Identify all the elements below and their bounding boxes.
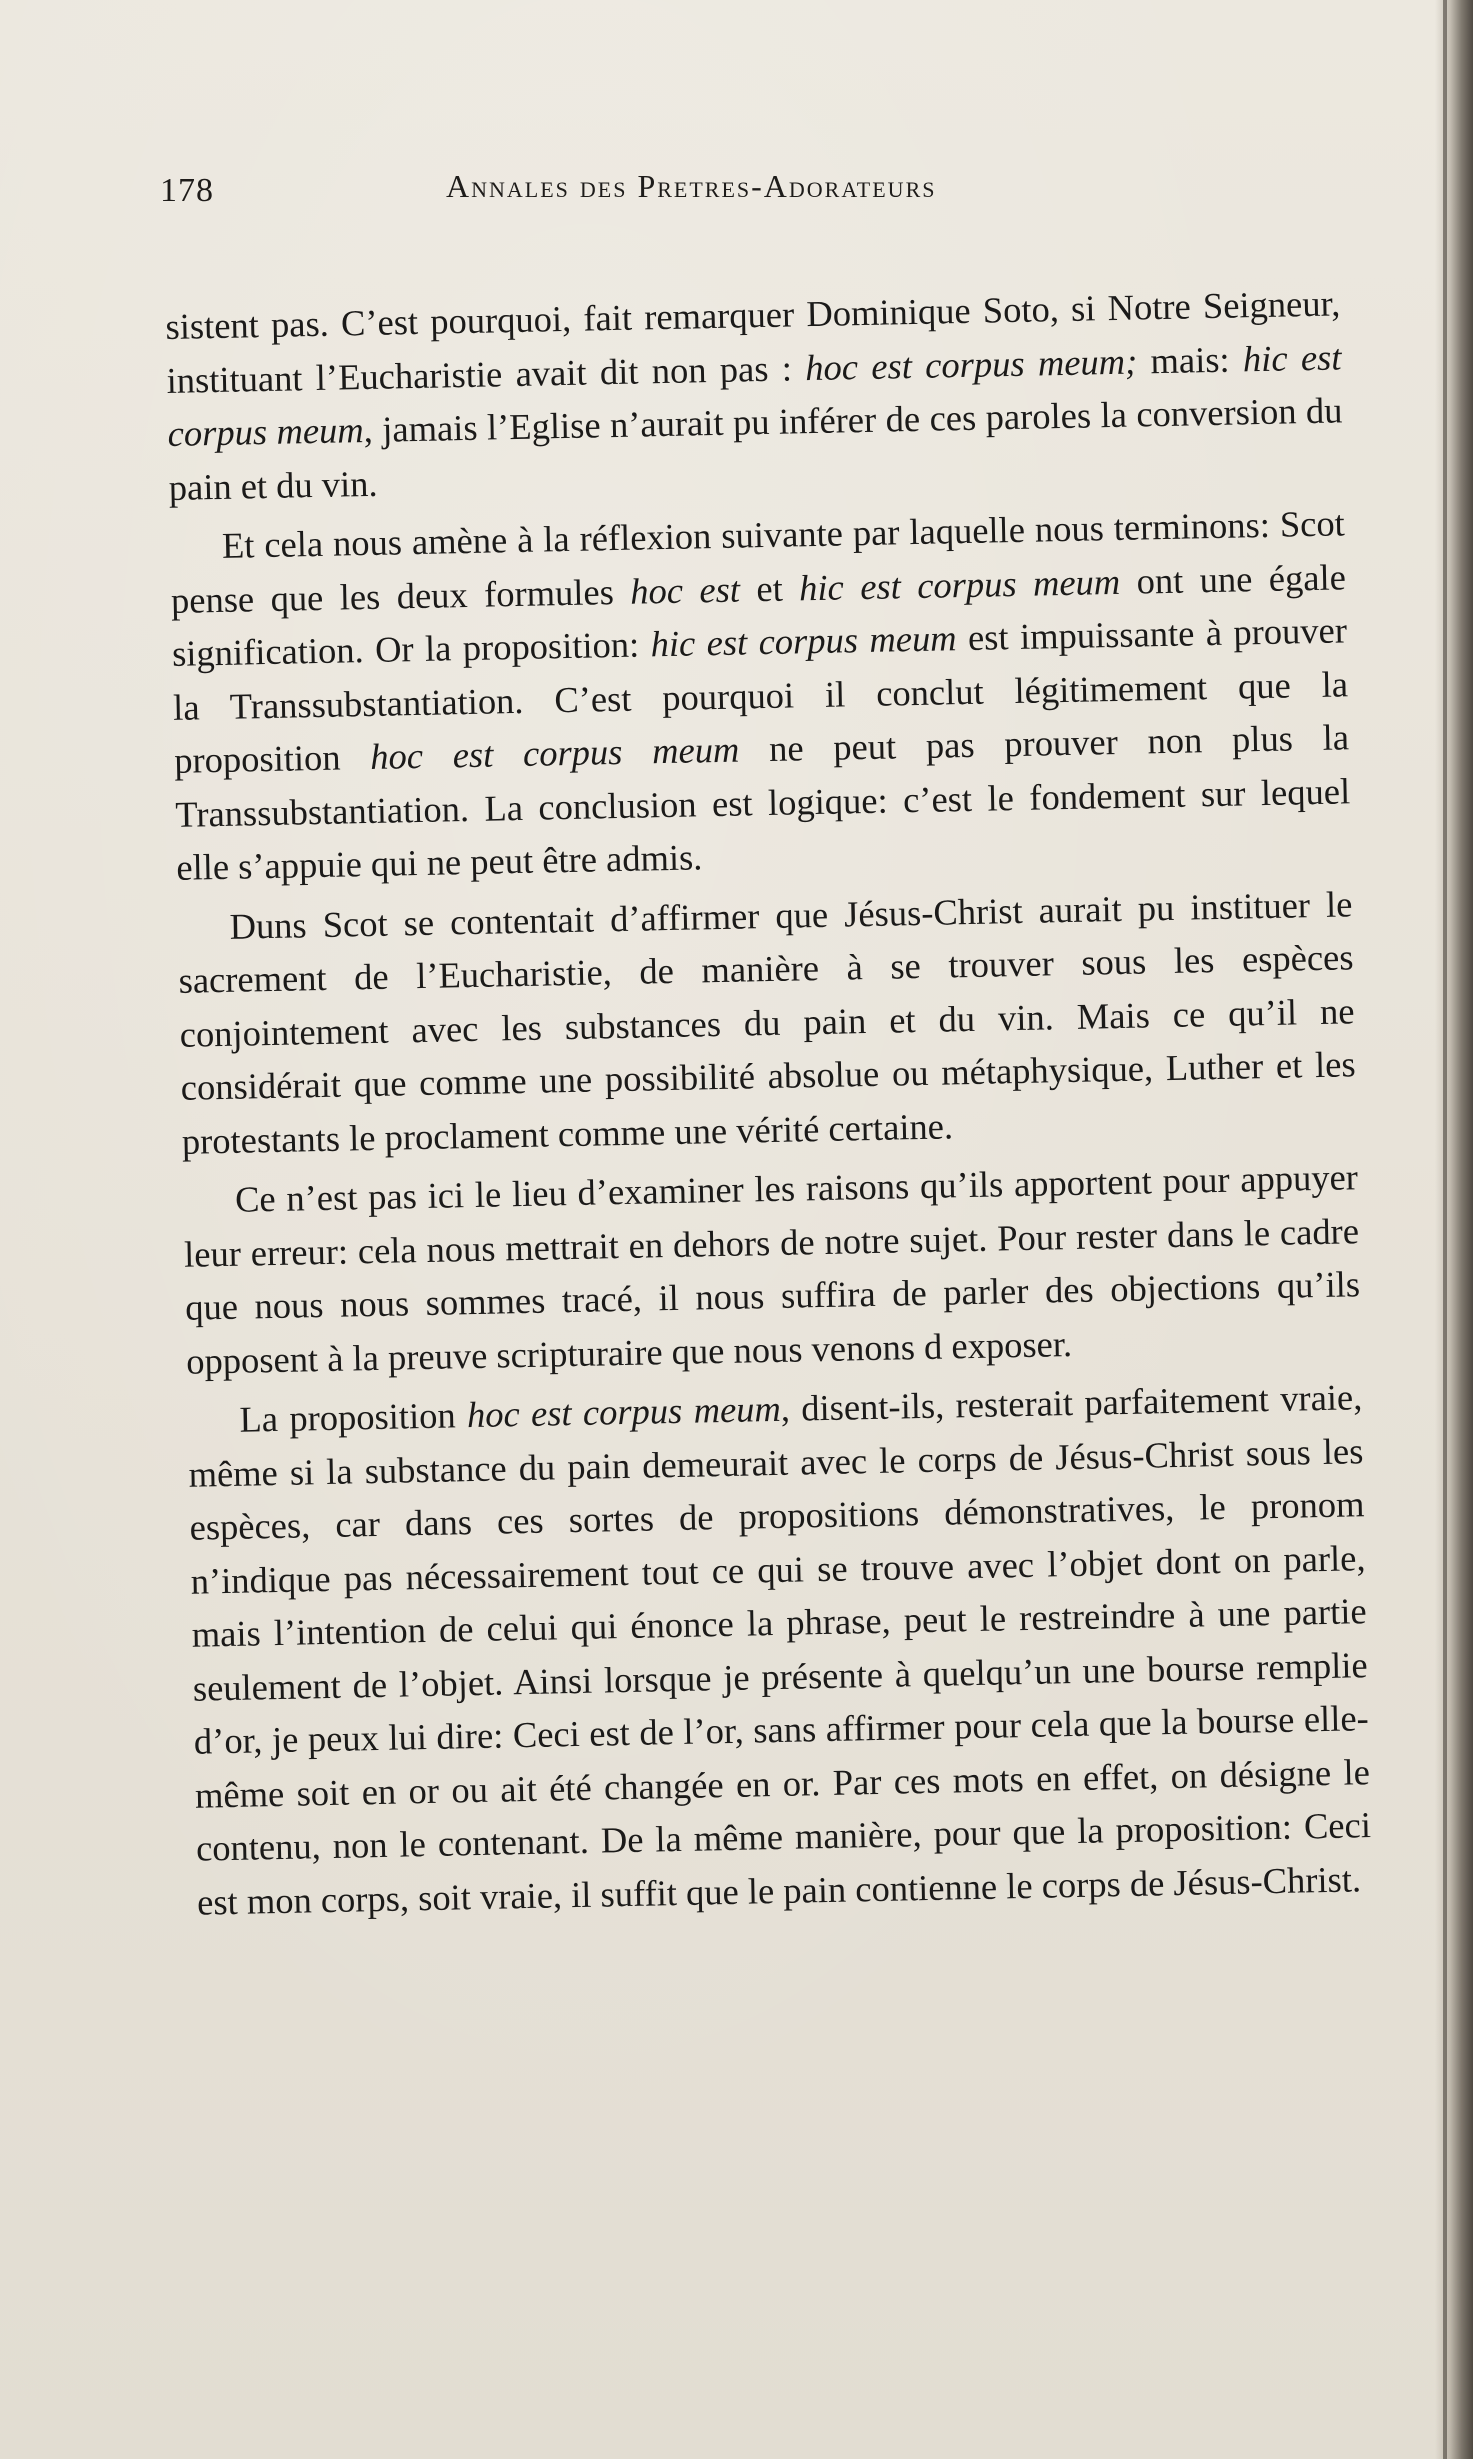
text-run: Et cela nous amène à la réflexion suivante par laquelle nous terminons: Scot pense que les deux formules [170,502,1346,621]
running-head: Annales des Pretres-Adorateurs [446,168,937,204]
page-number: 178 [160,172,214,209]
text-run: ne peut pas prouver non plus la Transsubstantiation. La conclusion est logique: c’est le fondement sur lequel elle s’appuie qui ne peut être admis. [174,716,1351,888]
page-header [160,164,1320,214]
italic-text: hoc est corpus meum [369,728,740,777]
italic-text: hoc est corpus meum [466,1387,782,1436]
body-text [165,276,1373,1934]
text-run: est impuissante à prouver la Transsubstantiation. C’est pourquoi il conclut légitimement que la proposition [172,609,1349,781]
italic-text: hic est corpus meum [650,617,957,665]
paragraph [177,877,1357,1168]
italic-text: hic est corpus meum [167,335,1342,454]
paragraph [187,1370,1373,1928]
italic-text: hoc est corpus meum; [804,340,1138,388]
text-run: , jamais l’Eglise n’aurait pu inférer de ces paroles la conversion du pain et du vin. [168,389,1343,508]
paragraph [169,496,1351,894]
paragraph [165,276,1344,514]
text-run: mais: [1136,337,1244,381]
italic-text: hic est corpus meum [798,560,1121,608]
text-run: La proposition [239,1394,468,1440]
text-run: , disent-ils, resterait parfaitement vraie, même si la substance du pain demeurait avec le corps de Jésus-Christ sous les espèces, car dans ces sortes de propositions démonstratives, le pronom n’indique pas nécessairement tout ce qui se trouve avec l’objet dont on parle, mais l’intention de celui qui énonce la phrase, peut le restreindre à une partie seulement de l’objet. Ainsi lorsque je présente à quelqu’un une bourse remplie d’or, je peux lui dire: Ceci est de l’or, sans affirmer pour cela que la bourse elle-même soit en or ou ait été changée en or. Par ces mots en effet, on désigne le contenu, non le contenant. De la même manière, pour que la proposition: Ceci est mon corps, soit vraie, il suffit que le pain contienne le corps de Jésus-Christ. [188,1376,1372,1923]
text-run: sistent pas. C’est pourquoi, fait remarquer Dominique Soto, si Notre Seigneur, instituant l’Eucharistie avait dit non pas : [165,282,1341,401]
text-run: Ce n’est pas ici le lieu d’examiner les raisons qu’ils apportent pour appuyer leur erreur: cela nous mettrait en dehors de notre sujet. Pour rester dans le cadre que nous nous sommes tracé, il nous suffira de parler des objections qu’ils opposent à la preuve scripturaire que nous venons d exposer. [183,1156,1361,1382]
italic-text: hoc est [629,568,741,612]
text-run: et [739,566,800,610]
text-run: ont une égale signification. Or la proposition: [171,555,1347,674]
page-edge-line [1443,0,1447,2459]
text-run: Duns Scot se contentait d’affirmer que Jésus-Christ aurait pu instituer le sacrement de l’Eucharistie, de manière à se trouver sous les espèces conjointement avec les substances du pain et du vin. Mais ce qu’il ne considérait que comme une possibilité absolue ou métaphysique, Luther et les protestants le proclament comme une vérité certaine. [178,882,1356,1162]
paragraph [183,1150,1362,1388]
page-edge-shadow [1435,0,1473,2459]
